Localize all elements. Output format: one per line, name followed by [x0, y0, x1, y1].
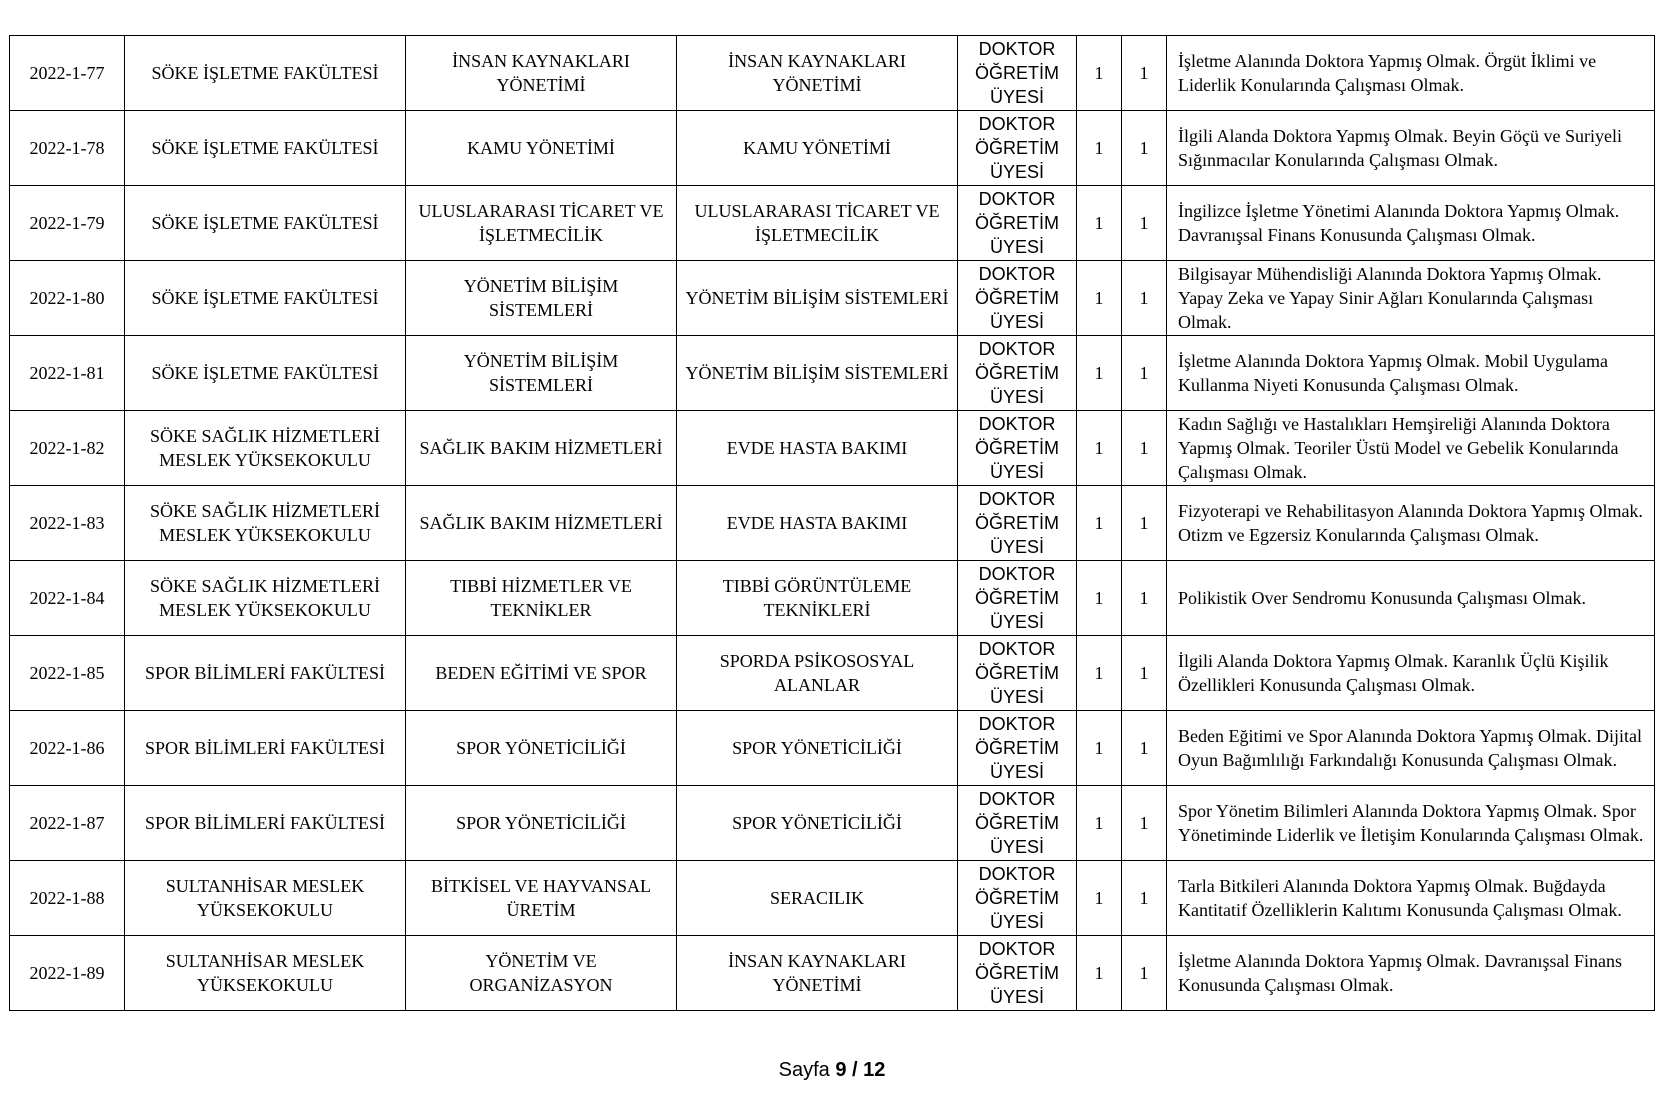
program-cell: EVDE HASTA BAKIMI	[677, 486, 958, 561]
department-cell: KAMU YÖNETİMİ	[406, 111, 677, 186]
posting-code-cell: 2022-1-81	[10, 336, 125, 411]
table-row	[10, 636, 1655, 711]
requirement-cell: Polikistik Over Sendromu Konusunda Çalışması Olmak.	[1167, 561, 1655, 636]
requirement-cell: İşletme Alanında Doktora Yapmış Olmak. Örgüt İklimi ve Liderlik Konularında Çalışması Olmak.	[1167, 36, 1655, 111]
program-cell: İNSAN KAYNAKLARI YÖNETİMİ	[677, 36, 958, 111]
posting-code-cell: 2022-1-80	[10, 261, 125, 336]
table-row	[10, 186, 1655, 261]
department-cell: SAĞLIK BAKIM HİZMETLERİ	[406, 411, 677, 486]
department-cell: ULUSLARARASI TİCARET VE İŞLETMECİLİK	[406, 186, 677, 261]
page-separator: /	[852, 1059, 858, 1081]
requirement-cell: İngilizce İşletme Yönetimi Alanında Doktora Yapmış Olmak. Davranışsal Finans Konusunda Çalışması Olmak.	[1167, 186, 1655, 261]
unit-cell: SÖKE İŞLETME FAKÜLTESİ	[125, 111, 406, 186]
title-cell: DOKTOR ÖĞRETİM ÜYESİ	[958, 636, 1077, 711]
degree-cell: 1	[1077, 786, 1122, 861]
posting-code-cell: 2022-1-84	[10, 561, 125, 636]
degree-cell: 1	[1077, 711, 1122, 786]
current-page-number: 9	[835, 1059, 847, 1081]
posting-code-cell: 2022-1-87	[10, 786, 125, 861]
unit-cell: SÖKE İŞLETME FAKÜLTESİ	[125, 336, 406, 411]
department-cell: TIBBİ HİZMETLER VE TEKNİKLER	[406, 561, 677, 636]
title-cell: DOKTOR ÖĞRETİM ÜYESİ	[958, 561, 1077, 636]
unit-cell: SULTANHİSAR MESLEK YÜKSEKOKULU	[125, 861, 406, 936]
table-row	[10, 786, 1655, 861]
count-cell: 1	[1122, 636, 1167, 711]
department-cell: YÖNETİM BİLİŞİM SİSTEMLERİ	[406, 261, 677, 336]
requirement-cell: İlgili Alanda Doktora Yapmış Olmak. Beyin Göçü ve Suriyeli Sığınmacılar Konularında Çalışması Olmak.	[1167, 111, 1655, 186]
unit-cell: SPOR BİLİMLERİ FAKÜLTESİ	[125, 711, 406, 786]
table-row	[10, 936, 1655, 1011]
requirement-cell: Beden Eğitimi ve Spor Alanında Doktora Yapmış Olmak. Dijital Oyun Bağımlılığı Farkındalığı Konusunda Çalışması Olmak.	[1167, 711, 1655, 786]
unit-cell: SÖKE İŞLETME FAKÜLTESİ	[125, 186, 406, 261]
department-cell: SPOR YÖNETİCİLİĞİ	[406, 786, 677, 861]
department-cell: YÖNETİM BİLİŞİM SİSTEMLERİ	[406, 336, 677, 411]
posting-code-cell: 2022-1-86	[10, 711, 125, 786]
posting-code-cell: 2022-1-89	[10, 936, 125, 1011]
table-row	[10, 711, 1655, 786]
requirement-cell: İlgili Alanda Doktora Yapmış Olmak. Karanlık Üçlü Kişilik Özellikleri Konusunda Çalışması Olmak.	[1167, 636, 1655, 711]
posting-code-cell: 2022-1-85	[10, 636, 125, 711]
table-row	[10, 111, 1655, 186]
program-cell: KAMU YÖNETİMİ	[677, 111, 958, 186]
total-page-count: 12	[863, 1059, 886, 1081]
degree-cell: 1	[1077, 861, 1122, 936]
title-cell: DOKTOR ÖĞRETİM ÜYESİ	[958, 261, 1077, 336]
unit-cell: SÖKE SAĞLIK HİZMETLERİ MESLEK YÜKSEKOKULU	[125, 561, 406, 636]
title-cell: DOKTOR ÖĞRETİM ÜYESİ	[958, 786, 1077, 861]
positions-table	[9, 35, 1655, 1011]
unit-cell: SÖKE SAĞLIK HİZMETLERİ MESLEK YÜKSEKOKULU	[125, 486, 406, 561]
count-cell: 1	[1122, 336, 1167, 411]
table-row	[10, 336, 1655, 411]
degree-cell: 1	[1077, 561, 1122, 636]
title-cell: DOKTOR ÖĞRETİM ÜYESİ	[958, 336, 1077, 411]
posting-code-cell: 2022-1-79	[10, 186, 125, 261]
posting-code-cell: 2022-1-82	[10, 411, 125, 486]
degree-cell: 1	[1077, 336, 1122, 411]
degree-cell: 1	[1077, 111, 1122, 186]
table-row	[10, 261, 1655, 336]
unit-cell: SPOR BİLİMLERİ FAKÜLTESİ	[125, 786, 406, 861]
degree-cell: 1	[1077, 636, 1122, 711]
count-cell: 1	[1122, 111, 1167, 186]
department-cell: BİTKİSEL VE HAYVANSAL ÜRETİM	[406, 861, 677, 936]
unit-cell: SÖKE İŞLETME FAKÜLTESİ	[125, 36, 406, 111]
program-cell: SERACILIK	[677, 861, 958, 936]
count-cell: 1	[1122, 186, 1167, 261]
title-cell: DOKTOR ÖĞRETİM ÜYESİ	[958, 936, 1077, 1011]
count-cell: 1	[1122, 411, 1167, 486]
table-row	[10, 486, 1655, 561]
requirement-cell: Fizyoterapi ve Rehabilitasyon Alanında Doktora Yapmış Olmak. Otizm ve Egzersiz Konularında Çalışması Olmak.	[1167, 486, 1655, 561]
requirement-cell: İşletme Alanında Doktora Yapmış Olmak. Mobil Uygulama Kullanma Niyeti Konusunda Çalışması Olmak.	[1167, 336, 1655, 411]
count-cell: 1	[1122, 261, 1167, 336]
degree-cell: 1	[1077, 486, 1122, 561]
department-cell: BEDEN EĞİTİMİ VE SPOR	[406, 636, 677, 711]
title-cell: DOKTOR ÖĞRETİM ÜYESİ	[958, 486, 1077, 561]
posting-code-cell: 2022-1-77	[10, 36, 125, 111]
program-cell: ULUSLARARASI TİCARET VE İŞLETMECİLİK	[677, 186, 958, 261]
unit-cell: SPOR BİLİMLERİ FAKÜLTESİ	[125, 636, 406, 711]
program-cell: YÖNETİM BİLİŞİM SİSTEMLERİ	[677, 261, 958, 336]
program-cell: SPORDA PSİKOSOSYAL ALANLAR	[677, 636, 958, 711]
table-row	[10, 561, 1655, 636]
department-cell: YÖNETİM VE ORGANİZASYON	[406, 936, 677, 1011]
count-cell: 1	[1122, 711, 1167, 786]
degree-cell: 1	[1077, 186, 1122, 261]
table-row	[10, 411, 1655, 486]
program-cell: EVDE HASTA BAKIMI	[677, 411, 958, 486]
requirement-cell: Bilgisayar Mühendisliği Alanında Doktora Yapmış Olmak. Yapay Zeka ve Yapay Sinir Ağları Konularında Çalışması Olmak.	[1167, 261, 1655, 336]
degree-cell: 1	[1077, 411, 1122, 486]
degree-cell: 1	[1077, 261, 1122, 336]
count-cell: 1	[1122, 486, 1167, 561]
department-cell: İNSAN KAYNAKLARI YÖNETİMİ	[406, 36, 677, 111]
title-cell: DOKTOR ÖĞRETİM ÜYESİ	[958, 36, 1077, 111]
posting-code-cell: 2022-1-88	[10, 861, 125, 936]
department-cell: SAĞLIK BAKIM HİZMETLERİ	[406, 486, 677, 561]
table-row	[10, 861, 1655, 936]
title-cell: DOKTOR ÖĞRETİM ÜYESİ	[958, 861, 1077, 936]
table-row	[10, 36, 1655, 111]
requirement-cell: İşletme Alanında Doktora Yapmış Olmak. Davranışsal Finans Konusunda Çalışması Olmak.	[1167, 936, 1655, 1011]
requirement-cell: Spor Yönetim Bilimleri Alanında Doktora Yapmış Olmak. Spor Yönetiminde Liderlik ve İletişim Konularında Çalışması Olmak.	[1167, 786, 1655, 861]
program-cell: SPOR YÖNETİCİLİĞİ	[677, 786, 958, 861]
requirement-cell: Tarla Bitkileri Alanında Doktora Yapmış Olmak. Buğdayda Kantitatif Özelliklerin Kalıtımı Konusunda Çalışması Olmak.	[1167, 861, 1655, 936]
unit-cell: SÖKE SAĞLIK HİZMETLERİ MESLEK YÜKSEKOKULU	[125, 411, 406, 486]
title-cell: DOKTOR ÖĞRETİM ÜYESİ	[958, 411, 1077, 486]
title-cell: DOKTOR ÖĞRETİM ÜYESİ	[958, 186, 1077, 261]
title-cell: DOKTOR ÖĞRETİM ÜYESİ	[958, 711, 1077, 786]
degree-cell: 1	[1077, 936, 1122, 1011]
posting-code-cell: 2022-1-78	[10, 111, 125, 186]
table-body	[10, 36, 1655, 1011]
unit-cell: SULTANHİSAR MESLEK YÜKSEKOKULU	[125, 936, 406, 1011]
count-cell: 1	[1122, 786, 1167, 861]
page-label: Sayfa	[778, 1059, 830, 1081]
program-cell: YÖNETİM BİLİŞİM SİSTEMLERİ	[677, 336, 958, 411]
count-cell: 1	[1122, 936, 1167, 1011]
department-cell: SPOR YÖNETİCİLİĞİ	[406, 711, 677, 786]
title-cell: DOKTOR ÖĞRETİM ÜYESİ	[958, 111, 1077, 186]
degree-cell: 1	[1077, 36, 1122, 111]
count-cell: 1	[1122, 36, 1167, 111]
program-cell: TIBBİ GÖRÜNTÜLEME TEKNİKLERİ	[677, 561, 958, 636]
unit-cell: SÖKE İŞLETME FAKÜLTESİ	[125, 261, 406, 336]
count-cell: 1	[1122, 561, 1167, 636]
program-cell: SPOR YÖNETİCİLİĞİ	[677, 711, 958, 786]
requirement-cell: Kadın Sağlığı ve Hastalıkları Hemşireliği Alanında Doktora Yapmış Olmak. Teoriler Üstü Model ve Gebelik Konularında Çalışması Olmak.	[1167, 411, 1655, 486]
program-cell: İNSAN KAYNAKLARI YÖNETİMİ	[677, 936, 958, 1011]
page-footer	[0, 1058, 1664, 1082]
posting-code-cell: 2022-1-83	[10, 486, 125, 561]
count-cell: 1	[1122, 861, 1167, 936]
